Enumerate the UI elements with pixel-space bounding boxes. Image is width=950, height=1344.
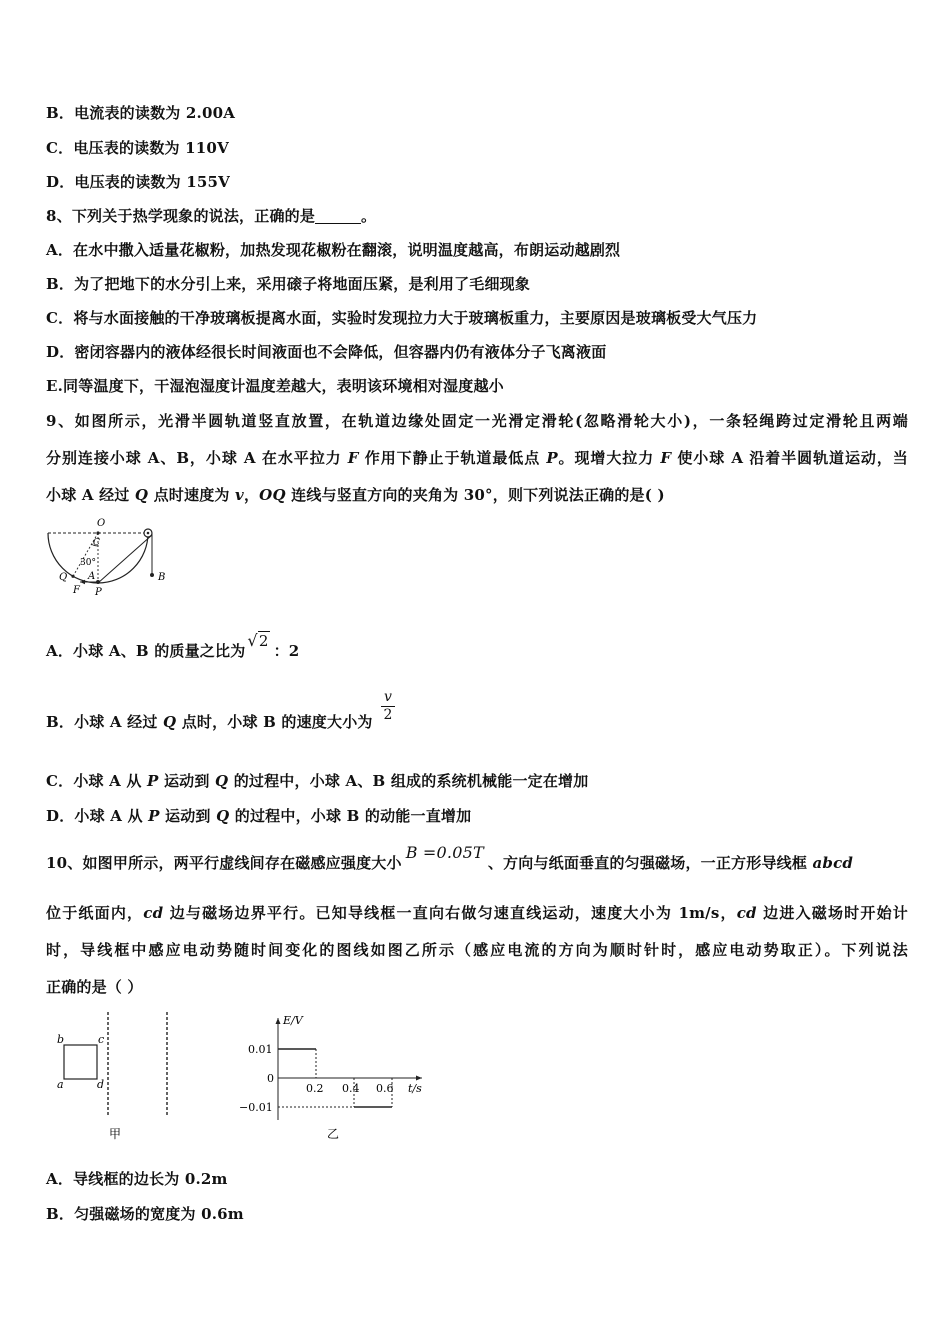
q9-var-Q: Q	[216, 807, 230, 825]
fraction-denominator: 2	[381, 706, 395, 724]
q7-option-d: D．电压表的读数为 155V	[46, 173, 230, 191]
q9-opt-text: 的过程中，小球 B 的动能一直增加	[229, 807, 472, 825]
label-c: c	[98, 1033, 105, 1046]
q8-stem-end: 。	[361, 207, 377, 225]
label-F: F	[73, 585, 80, 596]
answer-blank	[315, 208, 361, 224]
q9-text: 作用下静止于轨道最低点	[358, 449, 547, 467]
y-tick-pos: 0.01	[248, 1043, 273, 1056]
sqrt-expression: √2	[247, 631, 269, 650]
label-A: A	[88, 571, 96, 582]
q10-stem-line3: 时，导线框中感应电动势随时间变化的图线如图乙所示（感应电流的方向为顺时针时，感应电动势取正）。下列说法	[46, 941, 908, 959]
fraction-v-over-2	[381, 689, 395, 724]
q10-text: 10、如图甲所示，两平行虚线间存在磁感应强度大小	[46, 854, 402, 872]
q9-opt-text: C．小球 A 从	[46, 772, 148, 790]
q8-stem	[46, 205, 376, 226]
q9-option-c	[46, 770, 588, 791]
q9-option-d	[46, 805, 471, 826]
q10-text: 边与磁场边界平行。已知导线框一直向右做匀速直线运动，速度大小为 1m/s，	[163, 904, 737, 922]
q9-text: 小球 A 经过	[46, 486, 135, 504]
q9-opt-text: D．小球 A 从	[46, 807, 149, 825]
label-B: B	[158, 572, 166, 583]
q9-var-OQ: OQ	[259, 486, 286, 504]
square-wire-frame	[64, 1045, 97, 1079]
point-Q	[71, 575, 74, 578]
y-axis-label: E/V	[283, 1014, 303, 1027]
q8-option-d: D．密闭容器内的液体经很长时间液面也不会降低，但容器内仍有液体分子飞离液面	[46, 343, 607, 361]
x-axis-label: t/s	[408, 1082, 422, 1095]
q10-var-abcd: abcd	[812, 854, 854, 872]
q9-opt-text: 的过程中，小球 A、B 组成的系统机械能一定在增加	[228, 772, 589, 790]
q9-option-a	[46, 631, 300, 661]
q9-text: 分别连接小球 A、B，小球 A 在水平拉力	[46, 449, 348, 467]
q10-text: 位于纸面内，	[46, 904, 144, 922]
label-b: b	[57, 1033, 65, 1046]
q9-var-F: F	[347, 449, 359, 467]
x-tick-0.4: 0.4	[342, 1082, 360, 1095]
fraction-numerator: v	[384, 689, 392, 705]
sqrt-radicand: 2	[258, 632, 269, 650]
label-d: d	[97, 1078, 105, 1091]
label-30deg: 30°	[80, 558, 96, 568]
q10-var-cd: cd	[143, 904, 164, 922]
q8-stem-text: 8、下列关于热学现象的说法，正确的是	[46, 207, 316, 225]
q9-stem-line2	[46, 447, 908, 468]
y-tick-neg: −0.01	[239, 1101, 273, 1114]
q9-text: 。现增大拉力	[557, 449, 661, 467]
q9-var-Q: Q	[162, 713, 177, 731]
q9-opt-text: 点时，小球 B 的速度大小为	[176, 713, 373, 731]
q10-text: 、方向与纸面垂直的匀强磁场，一正方形导线框	[487, 854, 813, 872]
math-b-value: B =0.05T	[405, 843, 484, 862]
q9-opt-text: ：2	[273, 642, 300, 660]
label-P: P	[95, 587, 102, 598]
q10-stem-line4: 正确的是（ ）	[46, 978, 143, 996]
q9-stem-line3	[46, 484, 665, 505]
caption-yi: 乙	[327, 1127, 340, 1141]
ball-B	[150, 573, 154, 577]
x-tick-0.2: 0.2	[306, 1082, 324, 1095]
q9-var-P: P	[147, 772, 159, 790]
q9-var-v: v	[235, 486, 244, 504]
q10-text: 边进入磁场时开始计	[756, 904, 908, 922]
q9-opt-text: B．小球 A 经过	[46, 713, 163, 731]
q9-opt-text: 运动到	[159, 807, 217, 825]
e-axis-arrow-icon	[276, 1018, 281, 1024]
y-tick-zero: 0	[267, 1072, 274, 1085]
q9-text: 点时速度为	[148, 486, 236, 504]
q10-figure-yi	[236, 1010, 436, 1145]
q9-stem-line1: 9、如图所示，光滑半圆轨道竖直放置，在轨道边缘处固定一光滑定滑轮(忽略滑轮大小)，一条轻绳跨过定滑轮且两端	[46, 412, 908, 430]
q7-option-c: C．电压表的读数为 110V	[46, 139, 229, 157]
q9-var-P: P	[148, 807, 160, 825]
q9-var-P: P	[546, 449, 558, 467]
q10-option-b: B．匀强磁场的宽度为 0.6m	[46, 1205, 244, 1223]
t-axis-arrow-icon	[416, 1076, 422, 1081]
q9-var-Q: Q	[134, 486, 149, 504]
q9-text: 连线与竖直方向的夹角为 30°，则下列说法正确的是( )	[285, 486, 665, 504]
q9-opt-text: 运动到	[158, 772, 215, 790]
q8-option-a: A．在水中撒入适量花椒粉，加热发现花椒粉在翻滚，说明温度越高，布朗运动越剧烈	[46, 241, 621, 259]
q9-text: ，	[243, 486, 260, 504]
caption-jia: 甲	[109, 1127, 122, 1141]
q7-option-b: B．电流表的读数为 2.00A	[46, 104, 236, 122]
label-a: a	[57, 1078, 64, 1091]
label-O: O	[97, 518, 106, 529]
q10-var-cd: cd	[736, 904, 757, 922]
q9-text: 使小球 A 沿着半圆轨道运动，当	[671, 449, 909, 467]
pulley-axle	[147, 532, 150, 535]
q10-stem-line1	[46, 843, 854, 873]
q9-option-b	[46, 711, 373, 732]
q8-option-e: E.同等温度下，干湿泡湿度计温度差越大，表明该环境相对湿度越小	[46, 377, 504, 395]
q8-option-b: B．为了把地下的水分引上来，采用磙子将地面压紧，是利用了毛细现象	[46, 275, 531, 293]
q10-figure-jia	[46, 1010, 186, 1145]
q9-var-Q: Q	[214, 772, 229, 790]
q9-semicircle-track-figure	[40, 512, 180, 602]
q9-var-F: F	[660, 449, 672, 467]
label-C: C	[93, 538, 100, 548]
label-Q: Q	[59, 572, 68, 583]
q10-option-a: A．导线框的边长为 0.2m	[46, 1170, 228, 1188]
x-tick-0.6: 0.6	[376, 1082, 394, 1095]
q10-stem-line2	[46, 902, 908, 923]
q8-option-c: C．将与水面接触的干净玻璃板提离水面，实验时发现拉力大于玻璃板重力，主要原因是玻璃板受大气压力	[46, 309, 758, 327]
q9-opt-text: A．小球 A、B 的质量之比为	[46, 642, 246, 660]
